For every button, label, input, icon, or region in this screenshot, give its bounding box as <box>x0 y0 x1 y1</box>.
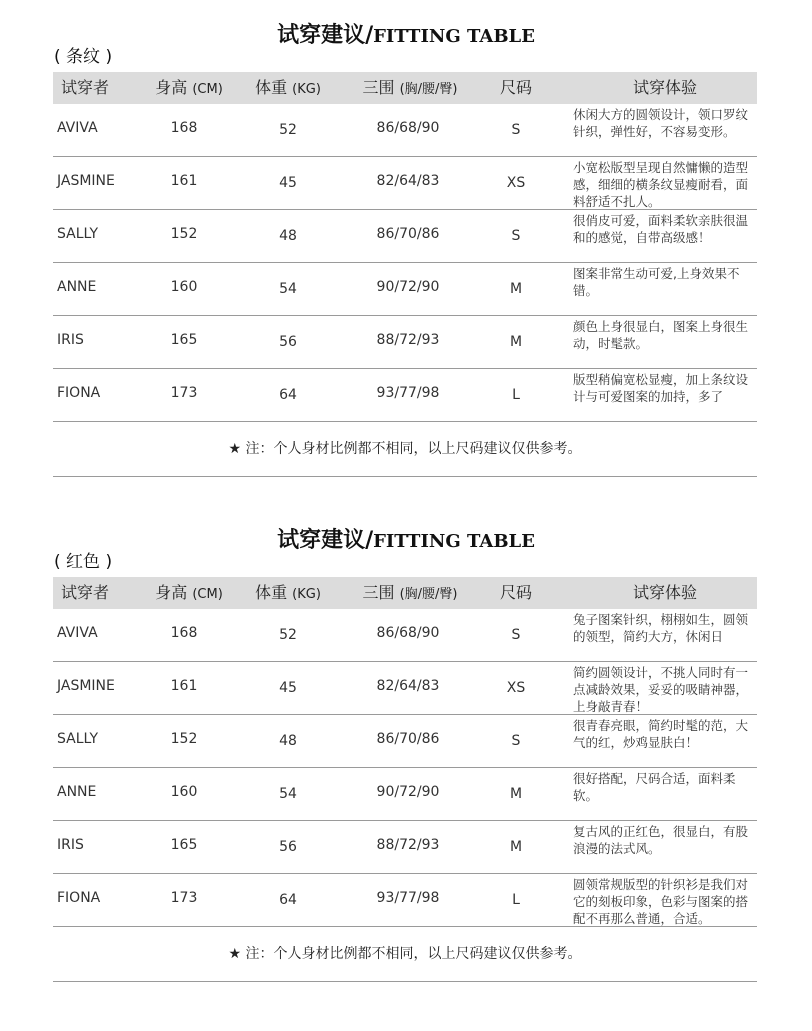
table-row <box>53 104 757 157</box>
size-value: L <box>512 387 520 403</box>
table-row <box>53 715 757 768</box>
section-title: 试穿建议/FITTING TABLE <box>277 527 535 553</box>
measure-value: 86/70/86 <box>376 731 440 747</box>
weight-value: 45 <box>279 175 297 191</box>
header-weight: 体重 (KG) <box>255 583 321 602</box>
table-row <box>53 768 757 821</box>
size-value: M <box>509 786 523 802</box>
measure-value: 86/70/86 <box>376 226 440 242</box>
variant-label: ( 条纹 ) <box>54 47 113 67</box>
tester-name: FIONA <box>57 385 101 401</box>
tester-name: IRIS <box>57 332 84 348</box>
height-value: 152 <box>170 226 198 242</box>
measure-value: 88/72/93 <box>376 332 440 348</box>
header-height: 身高 (CM) <box>155 78 223 97</box>
feedback-text: 很好搭配，尺码合适，面料柔软。 <box>573 771 736 803</box>
tester-name: SALLY <box>57 731 99 747</box>
height-value: 160 <box>170 784 198 800</box>
weight-value: 48 <box>279 733 297 749</box>
tester-name: ANNE <box>57 279 97 295</box>
header-tester: 试穿者 <box>60 78 109 97</box>
weight-value: 64 <box>279 387 297 403</box>
header-feedback: 试穿体验 <box>632 78 697 97</box>
tester-name: ANNE <box>57 784 97 800</box>
height-value: 173 <box>170 890 198 906</box>
size-value: L <box>512 892 520 908</box>
feedback-text: 简约圆领设计，不挑人同时有一点减龄效果，妥妥的吸睛神器，上身敲青春！ <box>573 665 749 714</box>
tester-name: AVIVA <box>57 625 98 641</box>
measure-value: 86/68/90 <box>376 120 440 136</box>
header-size: 尺码 <box>499 583 532 602</box>
size-value: XS <box>506 680 526 696</box>
measure-value: 82/64/83 <box>376 173 440 189</box>
height-value: 160 <box>170 279 198 295</box>
disclaimer-note: ★ 注：个人身材比例都不相同，以上尺码建议仅供参考。 <box>53 927 757 982</box>
table-row <box>53 263 757 316</box>
feedback-text: 图案非常生动可爱,上身效果不错。 <box>573 266 740 298</box>
header-height: 身高 (CM) <box>155 583 223 602</box>
table-row <box>53 157 757 210</box>
height-value: 168 <box>170 625 198 641</box>
table-row <box>53 316 757 369</box>
weight-value: 45 <box>279 680 297 696</box>
size-value: S <box>511 228 521 244</box>
size-value: S <box>511 122 521 138</box>
weight-value: 56 <box>279 839 297 855</box>
header-measure: 三围 (胸/腰/臀) <box>362 78 458 97</box>
feedback-text: 很俏皮可爱，面料柔软亲肤很温和的感觉，自带高级感！ <box>573 213 749 245</box>
section-title: 试穿建议/FITTING TABLE <box>277 22 535 48</box>
size-value: S <box>511 627 521 643</box>
header-measure: 三围 (胸/腰/臀) <box>362 583 458 602</box>
disclaimer-note: ★ 注：个人身材比例都不相同，以上尺码建议仅供参考。 <box>53 422 757 477</box>
measure-value: 88/72/93 <box>376 837 440 853</box>
feedback-text: 兔子图案针织，栩栩如生，圆领的领型，简约大方，休闲日 <box>573 612 749 644</box>
measure-value: 90/72/90 <box>376 279 440 295</box>
height-value: 165 <box>170 837 198 853</box>
weight-value: 54 <box>279 786 297 802</box>
weight-value: 56 <box>279 334 297 350</box>
table-row <box>53 369 757 422</box>
table-row <box>53 821 757 874</box>
measure-value: 93/77/98 <box>376 385 440 401</box>
measure-value: 90/72/90 <box>376 784 440 800</box>
weight-value: 52 <box>279 627 297 643</box>
header-size: 尺码 <box>499 78 532 97</box>
feedback-text: 复古风的正红色，很显白，有股浪漫的法式风。 <box>573 824 749 856</box>
feedback-text: 圆领常规版型的针织衫是我们对它的刻板印象，色彩与图案的搭配不再那么普通，合适。 <box>573 877 749 926</box>
height-value: 165 <box>170 332 198 348</box>
size-value: M <box>509 334 523 350</box>
tester-name: IRIS <box>57 837 84 853</box>
measure-value: 86/68/90 <box>376 625 440 641</box>
feedback-text: 休闲大方的圆领设计，领口罗纹针织，弹性好，不容易变形。 <box>573 107 749 139</box>
tester-name: JASMINE <box>57 678 115 694</box>
size-value: M <box>509 281 523 297</box>
table-header <box>53 577 757 609</box>
measure-value: 93/77/98 <box>376 890 440 906</box>
table-row <box>53 210 757 263</box>
tester-name: SALLY <box>57 226 99 242</box>
table-row <box>53 662 757 715</box>
weight-value: 64 <box>279 892 297 908</box>
size-value: XS <box>506 175 526 191</box>
size-value: M <box>509 839 523 855</box>
height-value: 152 <box>170 731 198 747</box>
size-value: S <box>511 733 521 749</box>
tester-name: FIONA <box>57 890 101 906</box>
height-value: 161 <box>170 678 198 694</box>
header-weight: 体重 (KG) <box>255 78 321 97</box>
header-feedback: 试穿体验 <box>632 583 697 602</box>
fitting-table <box>53 577 757 982</box>
height-value: 161 <box>170 173 198 189</box>
weight-value: 52 <box>279 122 297 138</box>
feedback-text: 很青春亮眼，简约时髦的范，大气的红，炒鸡显肤白！ <box>573 718 749 750</box>
measure-value: 82/64/83 <box>376 678 440 694</box>
feedback-text: 颜色上身很显白，图案上身很生动，时髦款。 <box>573 319 749 351</box>
weight-value: 54 <box>279 281 297 297</box>
height-value: 168 <box>170 120 198 136</box>
fitting-table <box>53 72 757 477</box>
tester-name: AVIVA <box>57 120 98 136</box>
feedback-text: 小宽松版型呈现自然慵懒的造型感，细细的横条纹显瘦耐看，面料舒适不扎人。 <box>573 160 749 209</box>
weight-value: 48 <box>279 228 297 244</box>
header-tester: 试穿者 <box>60 583 109 602</box>
feedback-text: 版型稍偏宽松显瘦，加上条纹设计与可爱图案的加持，多了 <box>573 372 749 404</box>
table-row <box>53 874 757 927</box>
height-value: 173 <box>170 385 198 401</box>
table-header <box>53 72 757 104</box>
table-row <box>53 609 757 662</box>
variant-label: ( 红色 ) <box>54 552 113 572</box>
tester-name: JASMINE <box>57 173 115 189</box>
